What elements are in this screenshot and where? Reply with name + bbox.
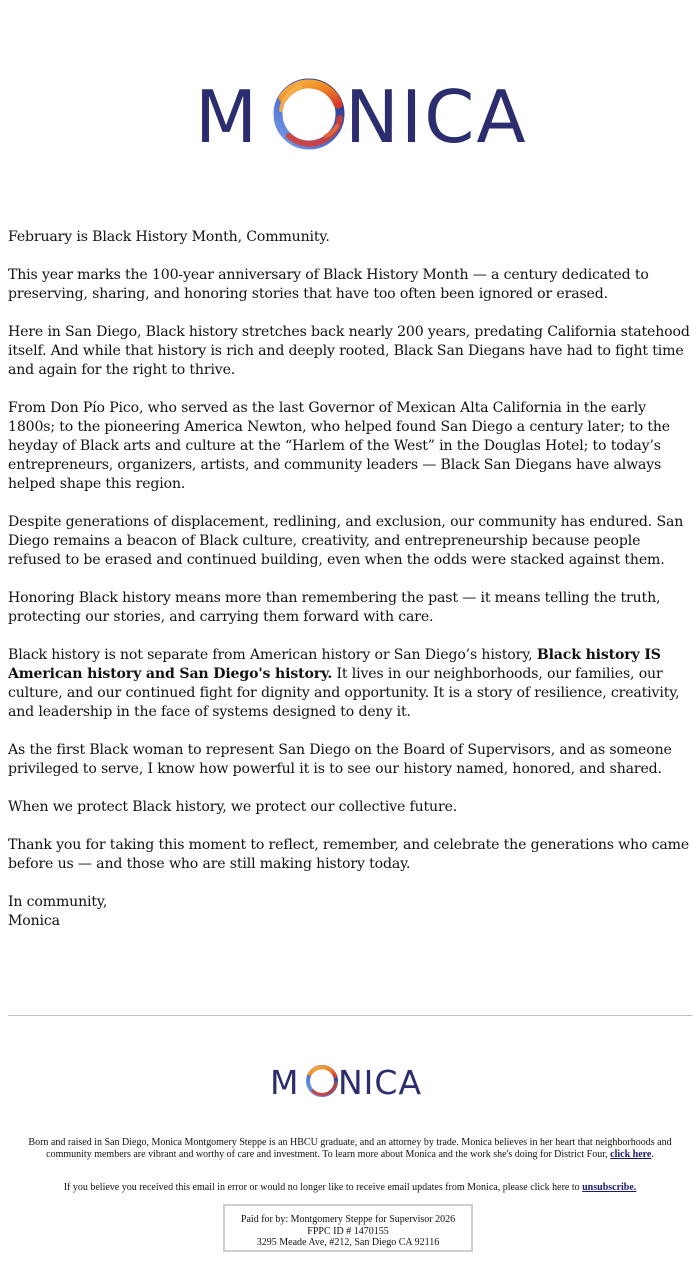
footer-logo-nica: NICA bbox=[338, 1063, 423, 1102]
footer-bio bbox=[8, 1137, 692, 1160]
logo-m: M bbox=[195, 75, 258, 159]
closing-line: In community, bbox=[8, 894, 108, 910]
footer-divider bbox=[8, 1015, 692, 1016]
p6-bold: Black history IS American history and San Diego's history. bbox=[8, 647, 661, 682]
paid-for-box bbox=[223, 1204, 473, 1252]
paragraph-thank-you: Thank you for taking this moment to reflect, remember, and celebrate the generations who came before us — and those who are still making history today. bbox=[8, 837, 690, 872]
bio-end: . bbox=[651, 1148, 654, 1160]
letter-body bbox=[8, 228, 692, 931]
p6-end: It lives in our neighborhoods, our families, our culture, and our continued fight for dignity and opportunity. It is a story of resilience, creativity, and leadership in the face of systems designed to deny it. bbox=[8, 666, 680, 720]
logo-nica: NICA bbox=[345, 75, 528, 159]
paragraph-collective-future: When we protect Black history, we protect our collective future. bbox=[8, 799, 458, 815]
paragraph-first-black-woman: As the first Black woman to represent San Diego on the Board of Supervisors, and as someone privileged to serve, I know how powerful it is to see our history named, honored, and shared. bbox=[8, 742, 672, 777]
paid-for-line: Paid for by: Montgomery Steppe for Supervisor 2026 bbox=[240, 1214, 456, 1225]
p6-start: Black history is not separate from American history or San Diego’s history, bbox=[8, 647, 537, 663]
signature: Monica bbox=[8, 913, 60, 929]
paragraph-anniversary: This year marks the 100-year anniversary of Black History Month — a century dedicated to preserving, sharing, and honoring stories that have too often been ignored or erased. bbox=[8, 267, 649, 302]
paragraph-american-history bbox=[8, 646, 692, 722]
footer-unsubscribe bbox=[8, 1182, 692, 1194]
fppc-line: FPPC ID # 1470155 bbox=[307, 1225, 389, 1237]
paragraph-honoring: Honoring Black history means more than remembering the past — it means telling the truth, protecting our stories, and carrying them forward with care. bbox=[8, 590, 661, 625]
unsub-text: If you believe you received this email in error or would no longer like to receive email updates from Monica, please click here to bbox=[63, 1182, 583, 1193]
footer-logo-ring-icon bbox=[308, 1067, 336, 1095]
paragraph-pioneers: From Don Pío Pico, who served as the last Governor of Mexican Alta California in the early 1800s; to the pioneering America Newton, who helped found San Diego a century later; to the heyday of Black arts and culture at the “Harlem of the West” in the Douglas Hotel; to today’s entrepreneurs, organizers, artists, and community leaders — Black San Diegans have always helped shape this region. bbox=[8, 400, 670, 492]
footer-logo-m: M bbox=[270, 1063, 299, 1102]
paragraph-san-diego-history: Here in San Diego, Black history stretches back nearly 200 years, predating California statehood itself. And while that history is rich and deeply rooted, Black San Diegans have had to fight time and again for the right to thrive. bbox=[8, 324, 690, 378]
footer-logo bbox=[0, 1057, 700, 1103]
bio-text: Born and raised in San Diego, Monica Montgomery Steppe is an HBCU graduate, and an attorney by trade. Monica believes in her heart that neighborhoods and community members are vibrant and worthy of care and investment. To learn more about Monica and the work she's doing for District Four, bbox=[28, 1137, 672, 1160]
address-line: 3295 Meade Ave, #212, San Diego CA 92116 bbox=[256, 1237, 440, 1248]
header-logo bbox=[0, 62, 700, 162]
logo-ring-icon bbox=[278, 83, 340, 145]
closing bbox=[8, 893, 692, 931]
greeting: February is Black History Month, Community. bbox=[8, 229, 330, 245]
unsubscribe-link[interactable]: unsubscribe. bbox=[582, 1182, 637, 1193]
click-here-link[interactable]: click here bbox=[610, 1148, 652, 1160]
paragraph-endured: Despite generations of displacement, redlining, and exclusion, our community has endured. San Diego remains a beacon of Black culture, creativity, and entrepreneurship because people refused to be erased and continued building, even when the odds were stacked against them. bbox=[8, 514, 684, 568]
